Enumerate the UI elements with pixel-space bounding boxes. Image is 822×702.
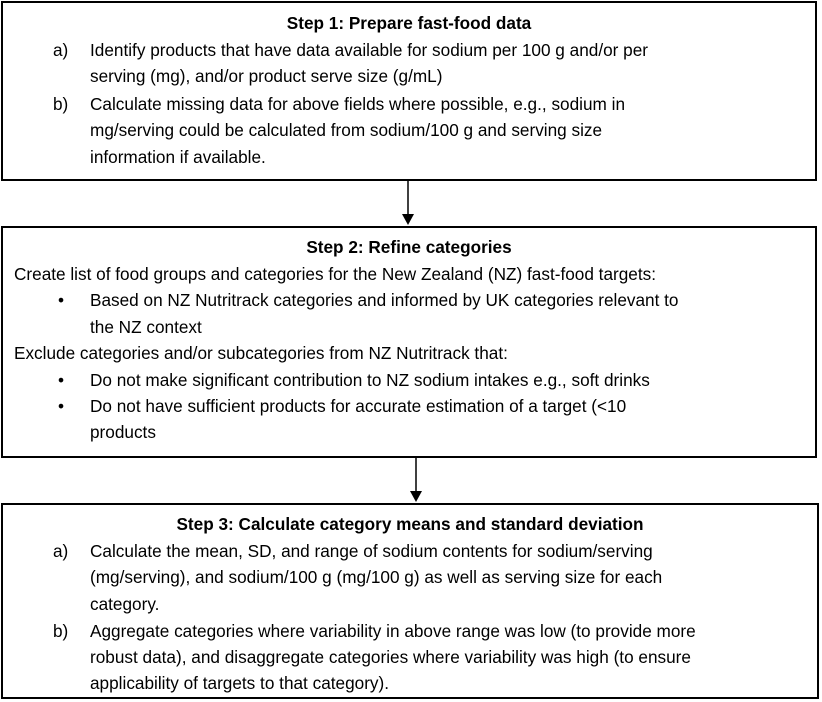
step3-title: Step 3: Calculate category means and standard deviation bbox=[176, 514, 644, 534]
step2-bullet-2-symbol: • bbox=[58, 370, 65, 390]
step2-intro: Create list of food groups and categories for the New Zealand (NZ) fast-food targets: bbox=[14, 264, 656, 284]
arrow-step2-to-step3 bbox=[406, 458, 426, 504]
step2-bullet-3-line-1: Do not have sufficient products for accurate estimation of a target (<10 bbox=[90, 396, 627, 416]
step3-item-b-marker: b) bbox=[53, 621, 69, 641]
step1-item-a-line-1: Identify products that have data available for sodium per 100 g and/or per bbox=[90, 40, 648, 60]
step1-item-a-line-2: serving (mg), and/or product serve size (g/mL) bbox=[90, 66, 443, 86]
step1-item-b-line-3: information if available. bbox=[90, 147, 266, 167]
step3-item-a-line-1: Calculate the mean, SD, and range of sodium contents for sodium/serving bbox=[90, 541, 653, 561]
arrow-step1-to-step2 bbox=[398, 181, 418, 227]
step3-item-b-line-3: applicability of targets to that category). bbox=[90, 673, 390, 693]
step1-box bbox=[1, 1, 817, 181]
step3-box bbox=[1, 503, 819, 699]
step1-item-b-line-2: mg/serving could be calculated from sodium/100 g and serving size bbox=[90, 120, 603, 140]
step3-item-a-marker: a) bbox=[53, 541, 69, 561]
step2-bullet-2-line-1: Do not make significant contribution to NZ sodium intakes e.g., soft drinks bbox=[90, 370, 650, 390]
step1-item-a-marker: a) bbox=[53, 40, 69, 60]
step1-item-b-marker: b) bbox=[53, 94, 69, 114]
step3-item-b-line-2: robust data), and disaggregate categories where variability was high (to ensure bbox=[90, 647, 691, 667]
step3-item-a-line-2: (mg/serving), and sodium/100 g (mg/100 g) as well as serving size for each bbox=[90, 567, 663, 587]
step2-title: Step 2: Refine categories bbox=[306, 237, 512, 257]
step2-box bbox=[1, 226, 817, 458]
arrow-2-head bbox=[410, 491, 422, 502]
step2-bullet-3-symbol: • bbox=[58, 396, 65, 416]
arrow-1-head bbox=[402, 214, 414, 225]
step1-title: Step 1: Prepare fast-food data bbox=[286, 13, 532, 33]
step2-bullet-1-symbol: • bbox=[58, 290, 65, 310]
step2-exclude-intro: Exclude categories and/or subcategories from NZ Nutritrack that: bbox=[14, 343, 508, 363]
step3-item-a-line-3: category. bbox=[90, 594, 160, 614]
step2-bullet-1-line-2: the NZ context bbox=[90, 317, 202, 337]
step1-item-b-line-1: Calculate missing data for above fields where possible, e.g., sodium in bbox=[90, 94, 626, 114]
step2-bullet-1-line-1: Based on NZ Nutritrack categories and informed by UK categories relevant to bbox=[90, 290, 679, 310]
step2-bullet-3-line-2: products bbox=[90, 422, 156, 442]
step3-item-b-line-1: Aggregate categories where variability in above range was low (to provide more bbox=[90, 621, 696, 641]
